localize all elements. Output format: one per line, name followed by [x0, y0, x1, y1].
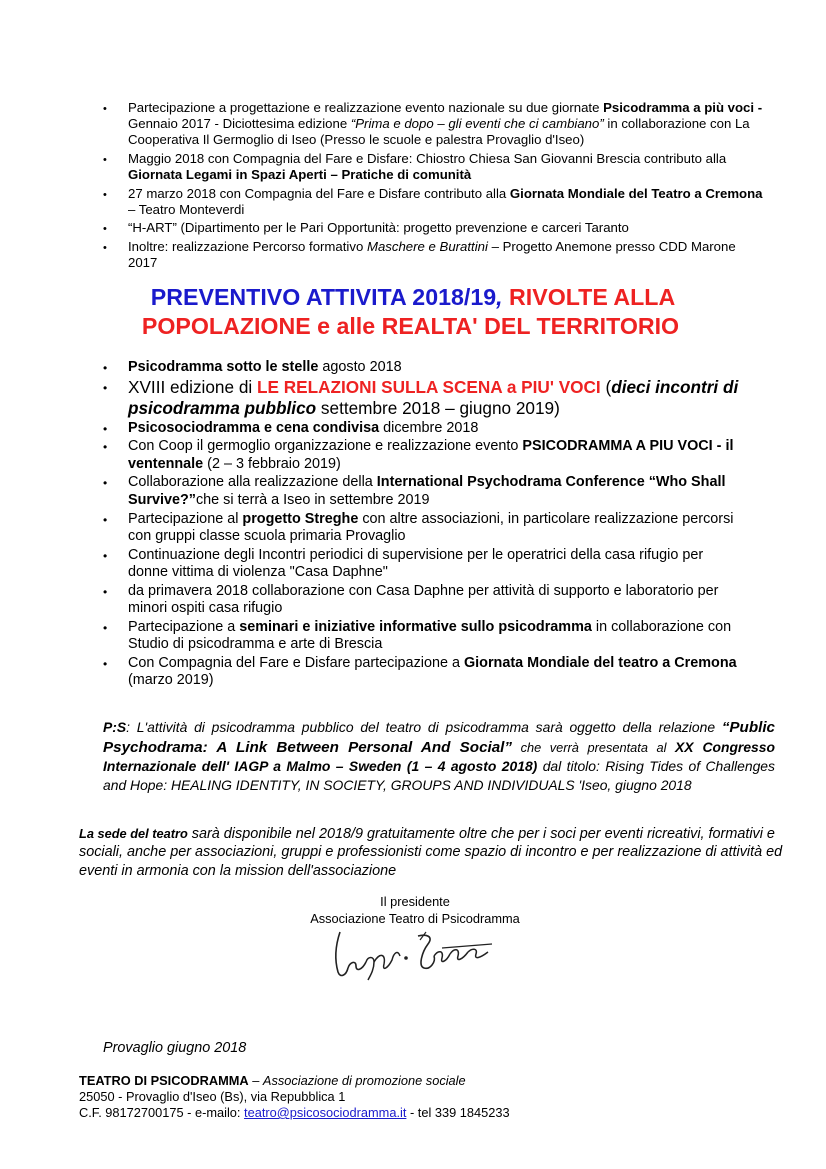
- text-run: Psicodramma sotto le stelle: [128, 359, 319, 375]
- text-run: agosto 2018: [318, 359, 402, 375]
- footer-subtitle: Associazione di promozione sociale: [262, 1073, 466, 1088]
- association-name: Associazione Teatro di Psicodramma: [310, 911, 520, 926]
- text-run: P:S: [103, 719, 127, 735]
- text-run: Psicodramma a più voci -: [603, 100, 763, 115]
- list-item: [103, 583, 743, 618]
- text-run: : L'attività di psicodramma pubblico del teatro di psicodramma sarà oggetto della relazione: [126, 719, 722, 735]
- footer-org-name: TEATRO DI PSICODRAMMA: [79, 1073, 249, 1088]
- text-run: “Public Psychodrama: A Link Between Personal And Social”: [103, 719, 775, 756]
- bullet-icon: •: [103, 620, 108, 635]
- text-run: LE RELAZIONI SULLA SCENA a PIU' VOCI: [256, 377, 601, 398]
- text-run: dal titolo: Rising Tides of Challenges and Hope: HEALING IDENTITY, IN SOCIETY, GROUPS AND INDIVIDUALS 'Iseo, giugno 2018: [103, 758, 775, 793]
- list-item: [103, 619, 743, 654]
- title-part-1: PREVENTIVO ATTIVITA 2018/19: [150, 284, 497, 310]
- text-run: XX Congresso Internazionale dell' IAGP a Malmo – Sweden (1 – 4 agosto 2018): [103, 738, 775, 775]
- text-run: Giornata Mondiale del teatro a Cremona: [463, 654, 737, 671]
- text-run: progetto Streghe: [242, 510, 359, 527]
- bullet-icon: •: [103, 584, 108, 599]
- bullet-icon: •: [103, 103, 107, 115]
- bullet-icon: •: [103, 223, 107, 236]
- sede-paragraph: [79, 825, 799, 880]
- title-line-2: POPOLAZIONE e alle REALTA' DEL TERRITORIO: [141, 313, 680, 339]
- text-run: “Prima e dopo – gli eventi che ci cambiano”: [350, 116, 604, 132]
- footer-dash: –: [248, 1073, 263, 1088]
- text-run: da primavera 2018 collaborazione con Casa Daphne per attività di supporto e laboratorio per minori ospiti casa rifugio: [128, 582, 719, 617]
- bullet-icon: •: [103, 153, 107, 166]
- text-run: La sede del teatro: [79, 826, 188, 841]
- bullet-icon: •: [103, 361, 108, 375]
- text-run: Partecipazione a: [128, 618, 240, 635]
- text-run: Maggio 2018 con Compagnia del Fare e Disfare: Chiostro Chiesa San Giovanni Brescia contributo alla: [128, 150, 727, 166]
- list-item: [103, 377, 743, 417]
- bullet-icon: •: [103, 188, 107, 201]
- place-date: Provaglio giugno 2018: [103, 1040, 247, 1056]
- email-link[interactable]: teatro@psicosociodramma.it: [244, 1105, 407, 1120]
- text-run: che verrà presentata al: [512, 739, 676, 755]
- list-item: [103, 239, 763, 271]
- list-item: [103, 420, 743, 438]
- text-run: Gennaio 2017 - Diciottesima edizione: [128, 116, 351, 132]
- text-run: Con Coop il germoglio organizzazione e realizzazione evento: [128, 438, 523, 455]
- bullet-icon: •: [103, 440, 108, 455]
- text-run: settembre 2018 – giugno 2019): [316, 397, 560, 418]
- text-run: Continuazione degli Incontri periodici di supervisione per le operatrici della casa rifugio per donne vittima di violenza "Casa Daphne": [128, 546, 704, 581]
- text-run: dicembre 2018: [379, 419, 479, 436]
- text-run: – Teatro Monteverdi: [128, 201, 245, 217]
- bullet-icon: •: [103, 656, 108, 671]
- title-part-3: RIVOLTE ALLA: [502, 284, 676, 310]
- footer-address: 25050 - Provaglio d'Iseo (Bs), via Repubblica 1: [79, 1089, 346, 1104]
- list-item: [103, 438, 743, 473]
- bullet-icon: •: [103, 548, 108, 563]
- president-role: Il presidente: [380, 894, 450, 909]
- list-item: [103, 186, 763, 218]
- list-item: [103, 151, 763, 183]
- text-run: in collaborazione con Studio di psicodramma e arte di Brescia: [128, 618, 732, 653]
- text-run: Inoltre: realizzazione Percorso formativo: [128, 238, 367, 254]
- preventivo-activities-list: [103, 359, 743, 691]
- list-item: [103, 547, 743, 582]
- text-run: Collaborazione alla realizzazione della: [128, 474, 377, 491]
- text-run: Psicosociodramma e cena condivisa: [128, 419, 380, 436]
- text-run: Giornata Mondiale del Teatro a Cremona: [509, 185, 763, 201]
- list-item: [103, 359, 743, 377]
- text-run: Partecipazione a progettazione e realizzazione evento nazionale su due giornate: [128, 100, 604, 115]
- text-run: XVIII edizione di: [128, 377, 257, 398]
- footer-cf: C.F. 98172700175 - e-mailo:: [79, 1105, 245, 1120]
- list-item: [103, 474, 743, 509]
- text-run: Giornata Legami in Spazi Aperti – Pratiche di comunità: [128, 167, 472, 183]
- list-item: [103, 220, 763, 236]
- footer: [79, 1073, 739, 1121]
- list-item: [103, 511, 743, 546]
- handwritten-signature: [322, 922, 512, 988]
- text-run: sarà disponibile nel 2018/9 gratuitamente oltre che per i soci per eventi ricreativi, formativi e sociali, anche per associazioni, gruppi e professionisti come spazio di incontro e per realizzazione di attività ed eventi in armonia con la mission dell'associazione: [79, 826, 783, 879]
- ps-paragraph: [103, 718, 775, 794]
- text-run: PSICODRAMMA A PIU VOCI - il ventennale: [128, 438, 734, 472]
- text-run: seminari e iniziative informative sullo psicodramma: [239, 618, 592, 635]
- list-item: [103, 655, 743, 690]
- bullet-icon: •: [103, 421, 108, 436]
- text-run: International Psychodrama Conference “Who Shall Survive?”: [128, 474, 726, 509]
- bullet-icon: •: [103, 381, 108, 396]
- bullet-icon: •: [103, 476, 108, 491]
- text-run: – Progetto Anemone presso CDD Marone 2017: [128, 238, 736, 271]
- list-item: [103, 100, 763, 149]
- text-run: Maschere e Burattini: [366, 238, 488, 254]
- text-run: dieci incontri di psicodramma pubblico: [128, 377, 739, 418]
- text-run: (marzo 2019): [128, 672, 214, 689]
- text-run: (: [600, 377, 612, 398]
- text-run: con altre associazioni, in particolare realizzazione percorsi con gruppi classe scuola primaria Provaglio: [128, 510, 734, 545]
- title-comma: ,: [496, 284, 503, 310]
- text-run: in collaborazione con La Cooperativa Il Germoglio di Iseo (Presso le scuole e palestra Provaglio d'Iseo): [128, 116, 750, 148]
- section-title: [0, 283, 826, 341]
- text-run: 27 marzo 2018 con Compagnia del Fare e Disfare contributo alla: [128, 185, 510, 201]
- text-run: Partecipazione al: [128, 510, 243, 527]
- bullet-icon: •: [103, 512, 108, 527]
- text-run: che si terrà a Iseo in settembre 2019: [195, 492, 430, 509]
- bullet-icon: •: [103, 241, 107, 254]
- text-run: “H-ART” (Dipartimento per le Pari Opportunità: progetto prevenzione e carceri Taranto: [128, 220, 629, 236]
- text-run: (2 – 3 febbraio 2019): [203, 455, 341, 472]
- text-run: Con Compagnia del Fare e Disfare partecipazione a: [128, 654, 464, 671]
- activities-2017-18-list: [103, 100, 763, 274]
- footer-tel: - tel 339 1845233: [406, 1105, 510, 1120]
